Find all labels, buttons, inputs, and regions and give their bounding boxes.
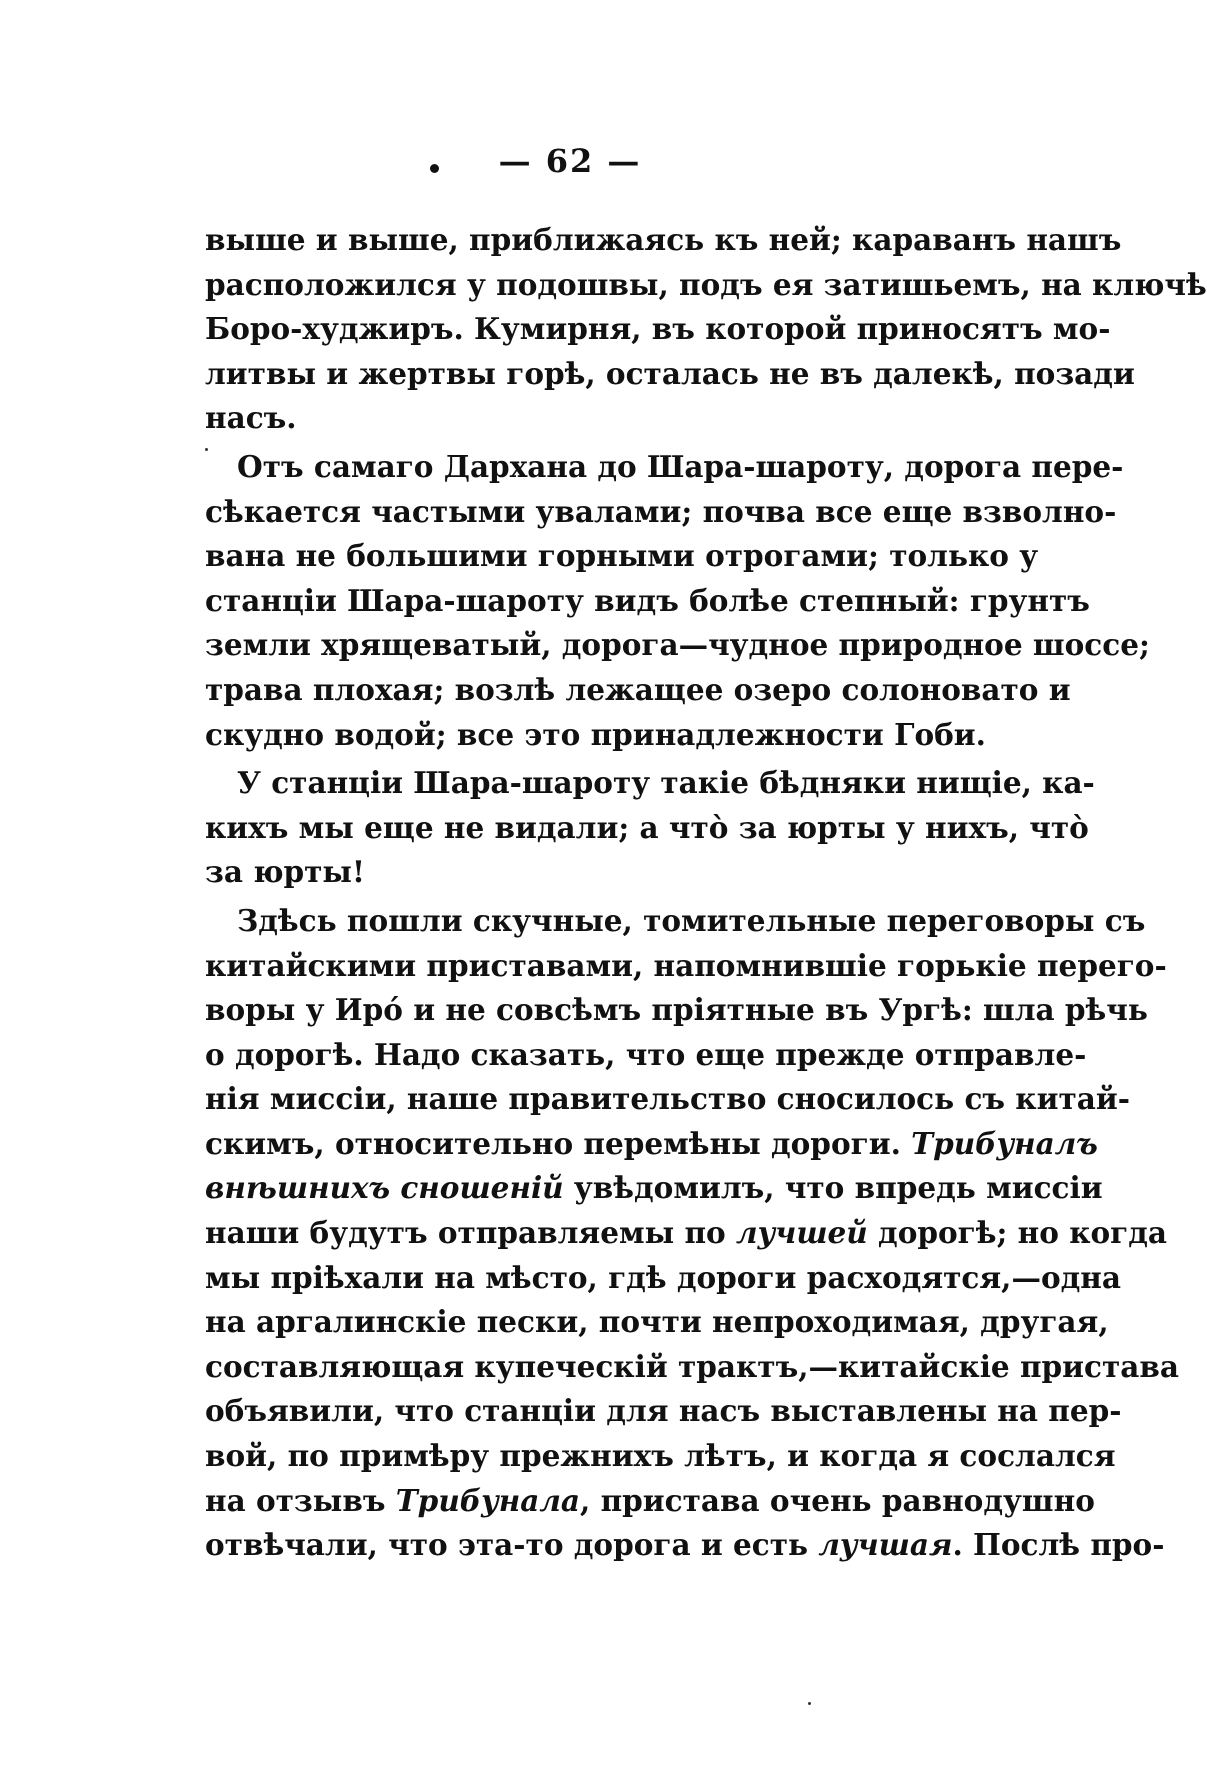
- scan-speck: [808, 1702, 811, 1705]
- text-line: мы пріѣхали на мѣсто, гдѣ дороги расходятся,—одна: [205, 1259, 1121, 1295]
- text-line: объявили, что станціи для насъ выставлены на пер-: [205, 1393, 1122, 1429]
- text-line: за юрты!: [205, 854, 365, 890]
- text-segment: наши будутъ отправляемы по: [205, 1215, 736, 1251]
- text-line: вой, по примѣру прежнихъ лѣтъ, и когда я сослался: [205, 1438, 1116, 1474]
- italic-term: Трибуналъ: [911, 1125, 1098, 1161]
- text-segment: дорогѣ; но когда: [867, 1215, 1168, 1251]
- text-line: насъ.: [205, 400, 297, 436]
- text-line-mixed: [205, 1479, 1095, 1524]
- text-line-mixed: [205, 1166, 1103, 1211]
- text-segment: скимъ, относительно перемѣны дороги.: [205, 1125, 901, 1161]
- text-line: нія миссіи, наше правительство сносилось съ китай-: [205, 1081, 1131, 1117]
- text-line: трава плохая; возлѣ лежащее озеро солоновато и: [205, 671, 1071, 707]
- text-line: кихъ мы еще не видали; а что̀ за юрты у нихъ, что̀: [205, 809, 1089, 845]
- text-line: выше и выше, приближаясь къ ней; караванъ нашъ: [205, 222, 1122, 257]
- text-line: литвы и жертвы горѣ, осталась не въ далекѣ, позади: [205, 355, 1135, 391]
- text-segment: отвѣчали, что эта-то дорога и есть: [205, 1527, 819, 1563]
- text-line: китайскими приставами, напомнившіе горькіе перего-: [205, 947, 1167, 983]
- text-line: вана не большими горными отрогами; только у: [205, 538, 1039, 574]
- text-body: [205, 218, 1207, 1568]
- text-line-mixed: [205, 1211, 1168, 1256]
- italic-term: лучшая: [818, 1527, 953, 1563]
- paragraph-1: [205, 218, 1207, 441]
- text-line-mixed: [205, 1523, 1165, 1568]
- text-segment: . Послѣ про-: [952, 1527, 1165, 1563]
- text-line: скудно водой; все это принадлежности Гоби.: [205, 716, 986, 752]
- text-line: составляющая купеческій трактъ,—китайскіе пристава: [205, 1348, 1180, 1384]
- text-line: Боро-худжиръ. Кумирня, въ которой приносятъ мо-: [205, 311, 1111, 347]
- text-line: расположился у подошвы, подъ ея затишьемъ, на ключѣ: [205, 266, 1207, 302]
- italic-term: Трибунала: [395, 1482, 581, 1518]
- text-line: воры у Иро́ и не совсѣмъ пріятные въ Ургѣ: шла рѣчь: [205, 992, 1148, 1028]
- scan-speck: [205, 448, 208, 451]
- text-segment: на отзывъ: [205, 1482, 396, 1518]
- text-line: станціи Шара-шароту видъ болѣе степный: грунтъ: [205, 582, 1090, 618]
- text-line-mixed: [205, 1122, 1098, 1167]
- text-segment: , пристава очень равнодушно: [580, 1482, 1095, 1518]
- page-number-text: — 62 —: [498, 142, 642, 180]
- paragraph-3: [205, 761, 1095, 895]
- text-line: сѣкается частыми увалами; почва все еще взволно-: [205, 493, 1117, 529]
- paragraph-2: [205, 445, 1150, 757]
- text-line: о дорогѣ. Надо сказать, что еще прежде отправле-: [205, 1036, 1087, 1072]
- paragraph-4: [205, 899, 1180, 1568]
- page-number: [0, 142, 1140, 180]
- page-marker-dot: [430, 164, 439, 173]
- text-line: У станціи Шара-шароту такіе бѣдняки нищіе, ка-: [237, 765, 1095, 801]
- text-line: Здѣсь пошли скучные, томительные переговоры съ: [237, 902, 1146, 938]
- text-line: Отъ самаго Дархана до Шара-шароту, дорога пере-: [237, 448, 1124, 484]
- italic-term: лучшей: [736, 1215, 868, 1251]
- text-line: земли хрящеватый, дорога—чудное природное шоссе;: [205, 627, 1150, 663]
- text-line: на аргалинскіе пески, почти непроходимая, другая,: [205, 1304, 1109, 1340]
- italic-term: внѣшнихъ сношеній: [205, 1170, 564, 1206]
- text-segment: увѣдомилъ, что впредь миссіи: [563, 1170, 1103, 1206]
